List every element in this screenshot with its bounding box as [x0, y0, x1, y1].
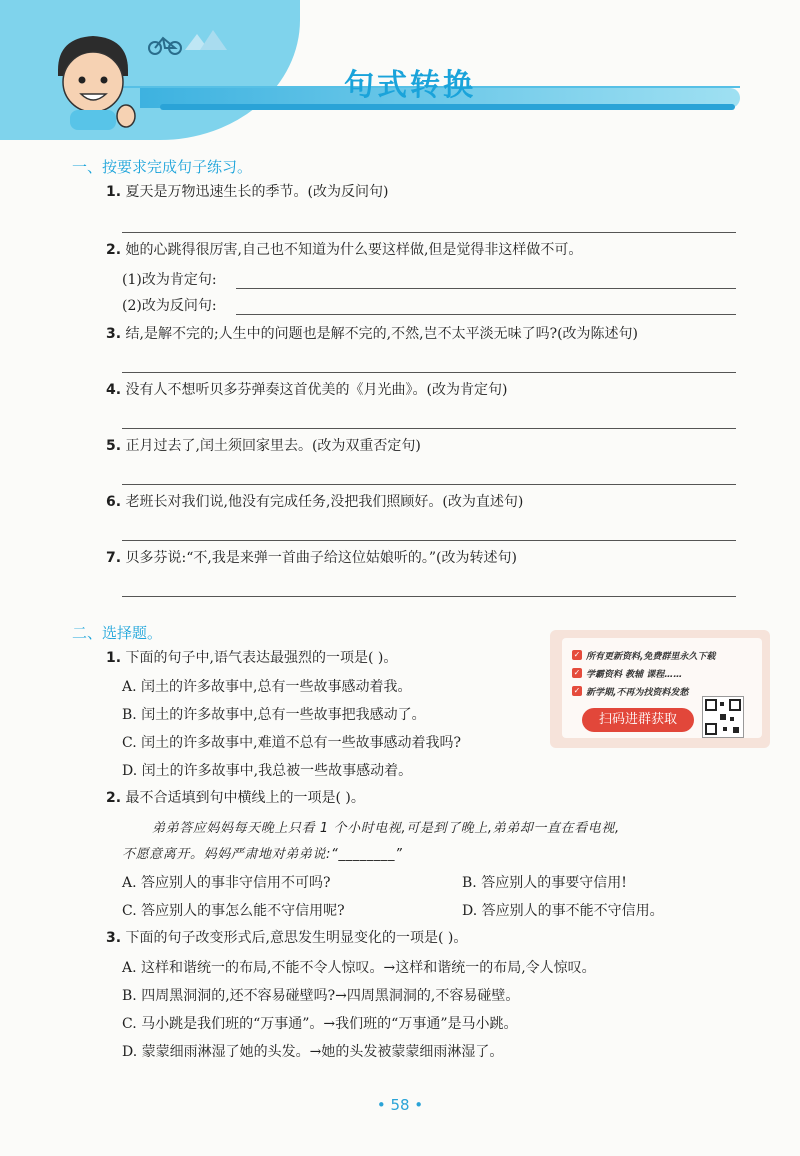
- question-number: 1.: [106, 650, 122, 666]
- question-number: 2.: [106, 242, 122, 258]
- option-d[interactable]: D. 闰土的许多故事中,我总被一些故事感动着。: [122, 763, 413, 779]
- qr-code-icon[interactable]: [702, 696, 744, 738]
- answer-line[interactable]: [122, 540, 736, 541]
- option-c[interactable]: C. 闰土的许多故事中,难道不总有一些故事感动着我吗?: [122, 735, 462, 751]
- answer-line[interactable]: [122, 596, 736, 597]
- s1-question-7: [106, 548, 517, 568]
- s1-question-6: [106, 492, 523, 512]
- header-ribbon: [160, 104, 735, 110]
- option-d[interactable]: D. 蒙蒙细雨淋湿了她的头发。→她的头发被蒙蒙细雨淋湿了。: [122, 1044, 504, 1060]
- question-text: 正月过去了,闰土须回家里去。(改为双重否定句): [125, 438, 421, 454]
- promo-line-2: 学霸资料 教辅 课程……: [586, 670, 683, 680]
- question-text: 贝多芬说:“不,我是来弹一首曲子给这位姑娘听的。”(改为转述句): [125, 550, 517, 566]
- s1-q2-sub2-label: (2)改为反问句:: [122, 298, 217, 314]
- answer-line[interactable]: [122, 232, 736, 233]
- question-text: 没有人不想听贝多芬弹奏这首优美的《月光曲》。(改为肯定句): [125, 382, 508, 398]
- header-corner-decoration: [0, 0, 300, 140]
- s1-q2-sub1-label: (1)改为肯定句:: [122, 272, 217, 288]
- question-number: 6.: [106, 494, 122, 510]
- question-text: 最不合适填到句中横线上的一项是( )。: [125, 790, 365, 806]
- option-d[interactable]: D. 答应别人的事不能不守信用。: [462, 903, 664, 919]
- question-number: 3.: [106, 326, 122, 342]
- page-title: 句式转换: [344, 68, 476, 103]
- option-a[interactable]: A. 答应别人的事非守信用不可吗?: [122, 875, 331, 891]
- answer-line[interactable]: [236, 314, 736, 315]
- answer-line[interactable]: [236, 288, 736, 289]
- s1-question-2: [106, 240, 582, 260]
- check-icon: ✓: [573, 686, 581, 695]
- s1-question-1: [106, 182, 388, 202]
- question-number: 5.: [106, 438, 122, 454]
- page-number: • 58 •: [376, 1096, 424, 1114]
- s2-question-2: [106, 788, 365, 808]
- option-b[interactable]: B. 闰土的许多故事中,总有一些故事把我感动了。: [122, 707, 426, 723]
- option-a[interactable]: A. 这样和谐统一的布局,不能不令人惊叹。→这样和谐统一的布局,令人惊叹。: [122, 960, 596, 976]
- question-text: 下面的句子改变形式后,意思发生明显变化的一项是( )。: [125, 930, 468, 946]
- section2-heading: 二、选择题。: [72, 624, 163, 642]
- question-text: 下面的句子中,语气表达最强烈的一项是( )。: [125, 650, 398, 666]
- s1-question-4: [106, 380, 507, 400]
- s1-question-5: [106, 436, 421, 456]
- boy-mascot-icon: [48, 30, 143, 130]
- question-number: 4.: [106, 382, 122, 398]
- scan-join-button[interactable]: 扫码进群获取: [582, 708, 694, 732]
- section1-heading: 一、按要求完成句子练习。: [72, 158, 253, 176]
- option-c[interactable]: C. 答应别人的事怎么能不守信用呢?: [122, 903, 345, 919]
- question-text: 她的心跳得很厉害,自己也不知道为什么要这样做,但是觉得非这样做不可。: [125, 242, 583, 258]
- passage-line-1: 弟弟答应妈妈每天晚上只看 1 个小时电视,可是到了晚上,弟弟却一直在看电视,: [152, 821, 620, 836]
- option-b[interactable]: B. 四周黑洞洞的,还不容易碰壁吗?→四周黑洞洞的,不容易碰壁。: [122, 988, 520, 1004]
- s1-question-3: [106, 324, 638, 344]
- promo-line-3: 新学期,不再为找资料发愁: [586, 688, 689, 698]
- option-c[interactable]: C. 马小跳是我们班的“万事通”。→我们班的“万事通”是马小跳。: [122, 1016, 518, 1032]
- question-number: 2.: [106, 790, 122, 806]
- answer-line[interactable]: [122, 372, 736, 373]
- s2-question-3: [106, 928, 467, 948]
- passage-line-2: 不愿意离开。妈妈严肃地对弟弟说:“________”: [122, 847, 403, 862]
- bicycle-icon: [145, 28, 235, 56]
- question-number: 1.: [106, 184, 122, 200]
- check-icon: ✓: [573, 650, 581, 659]
- question-text: 老班长对我们说,他没有完成任务,没把我们照顾好。(改为直述句): [125, 494, 524, 510]
- answer-line[interactable]: [122, 428, 736, 429]
- promo-card[interactable]: [550, 630, 770, 748]
- question-text: 结,是解不完的;人生中的问题也是解不完的,不然,岂不太平淡无味了吗?(改为陈述句): [125, 326, 639, 342]
- promo-card-inner: [562, 638, 762, 738]
- s2-question-1: [106, 648, 397, 668]
- question-text: 夏天是万物迅速生长的季节。(改为反问句): [125, 184, 389, 200]
- check-icon: ✓: [573, 668, 581, 677]
- question-number: 3.: [106, 930, 122, 946]
- answer-line[interactable]: [122, 484, 736, 485]
- option-b[interactable]: B. 答应别人的事要守信用!: [462, 875, 627, 891]
- question-number: 7.: [106, 550, 122, 566]
- option-a[interactable]: A. 闰土的许多故事中,总有一些故事感动着我。: [122, 679, 412, 695]
- promo-line-1: 所有更新资料,免费群里永久下载: [586, 652, 716, 662]
